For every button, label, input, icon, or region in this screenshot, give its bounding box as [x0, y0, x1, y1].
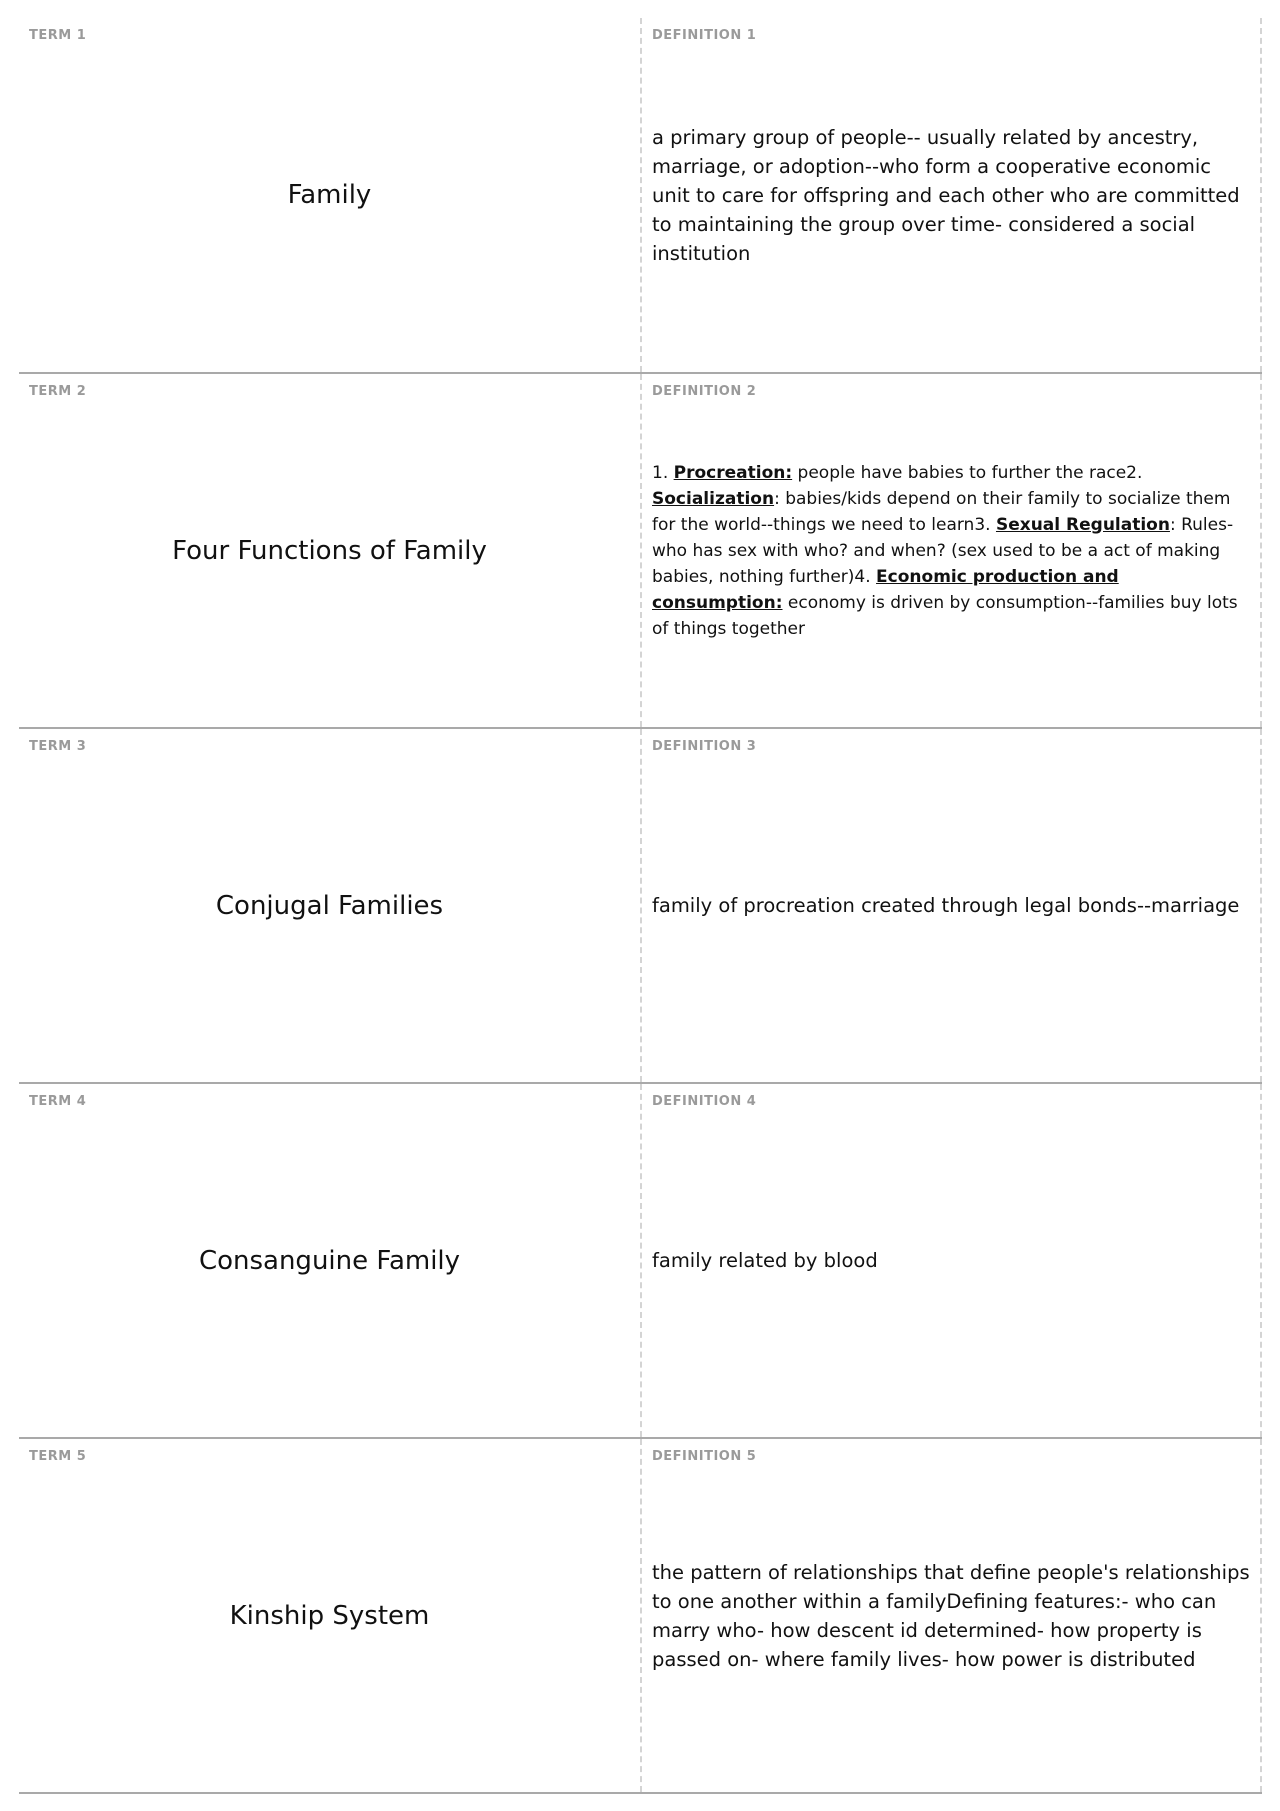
- definition-label: DEFINITION 3: [652, 739, 757, 754]
- definition-panel: [642, 1084, 1262, 1437]
- definition-label: DEFINITION 1: [652, 28, 757, 43]
- term-panel: [19, 1439, 642, 1792]
- definition-segment: 1.: [652, 462, 674, 483]
- keyword-socialization: Socialization: [652, 488, 775, 509]
- definition-segment: : Rules- who has sex with who? and when? (sex used to be a act of making babies, nothing further)4.: [652, 514, 1234, 587]
- term-panel: [19, 374, 642, 727]
- definition-panel: [642, 729, 1262, 1082]
- definition-text-wrap: [652, 374, 1250, 727]
- definition-label: DEFINITION 2: [652, 384, 757, 399]
- definition-panel: [642, 18, 1262, 372]
- definition-segment: : babies/kids depend on their family to socialize them for the world--things we need to learn3.: [652, 488, 1231, 535]
- term-panel: [19, 1084, 642, 1437]
- term-panel: [19, 18, 642, 372]
- definition-text-wrap: [652, 729, 1250, 1082]
- flashcard-5: [19, 1439, 1262, 1794]
- term-label: TERM 2: [29, 384, 87, 399]
- definition-segment: economy is driven by consumption--families buy lots of things together: [652, 592, 1238, 639]
- definition-text: [652, 460, 1250, 642]
- flashcard-4: [19, 1084, 1262, 1439]
- flashcard-2: [19, 374, 1262, 729]
- term-label: TERM 1: [29, 28, 87, 43]
- definition-panel: [642, 1439, 1262, 1792]
- term-text: Conjugal Families: [215, 890, 444, 921]
- definition-text: the pattern of relationships that define people's relationships to one another within a familyDefining features:- who can marry who- how descent id determined- how property is passed on- where family lives- how power is distributed: [652, 1560, 1250, 1671]
- flashcard-3: [19, 729, 1262, 1084]
- term-panel: [19, 729, 642, 1082]
- flashcard-sheet: [19, 18, 1262, 1794]
- term-label: TERM 5: [29, 1449, 87, 1464]
- term-text: Consanguine Family: [198, 1245, 461, 1276]
- term-text: Kinship System: [229, 1600, 430, 1631]
- definition-segment: people have babies to further the race2.: [792, 462, 1143, 483]
- definition-panel: [642, 374, 1262, 727]
- term-text: Four Functions of Family: [172, 535, 487, 566]
- term-label: TERM 3: [29, 739, 87, 754]
- keyword-economic-production: Economic production and consumption:: [652, 566, 1119, 613]
- definition-text: a primary group of people-- usually related by ancestry, marriage, or adoption--who form a cooperative economic unit to care for offspring and each other who are committed to maintaining the group over time- considered a social institution: [652, 125, 1240, 265]
- flashcard-1: [19, 18, 1262, 374]
- definition-text-wrap: [652, 18, 1250, 372]
- definition-text: family related by blood: [652, 1249, 878, 1272]
- keyword-procreation: Procreation:: [673, 462, 793, 483]
- definition-label: DEFINITION 5: [652, 1449, 757, 1464]
- definition-text: family of procreation created through legal bonds--marriage: [652, 894, 1240, 917]
- definition-text-wrap: [652, 1439, 1250, 1792]
- term-text: Family: [287, 180, 372, 210]
- definition-label: DEFINITION 4: [652, 1094, 757, 1109]
- keyword-sexual-regulation: Sexual Regulation: [995, 514, 1170, 535]
- term-label: TERM 4: [29, 1094, 87, 1109]
- definition-text-wrap: [652, 1084, 1250, 1437]
